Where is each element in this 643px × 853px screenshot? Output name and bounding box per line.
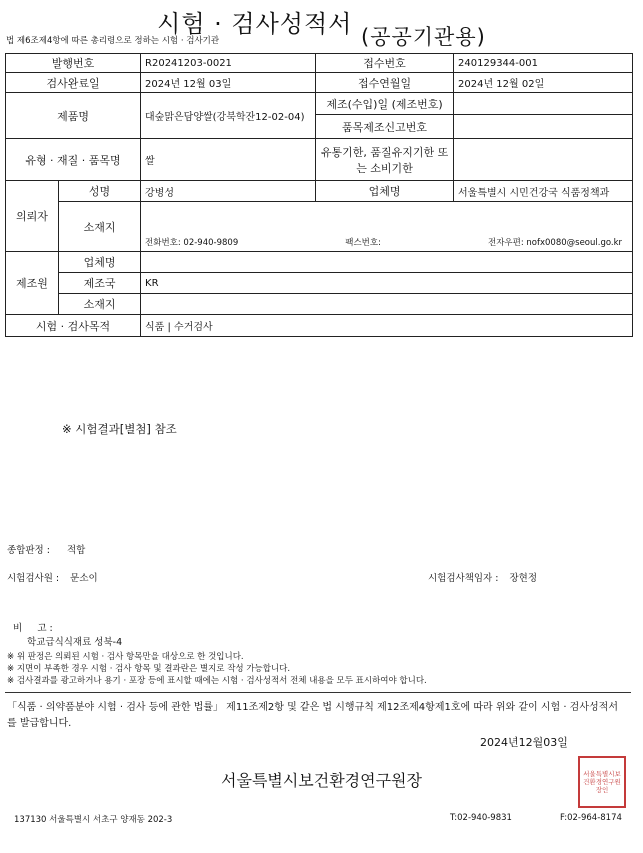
mfr-company-value	[141, 252, 633, 273]
title-text: 시험 · 검사성적서	[157, 10, 353, 38]
mfr-country-value: KR	[141, 273, 633, 294]
issue-no-label: 발행번호	[6, 54, 141, 73]
remarks-value: 학교급식식재료 성북-4	[27, 637, 123, 648]
type-value: 쌀	[141, 139, 316, 181]
receipt-date-label: 접수연월일	[316, 73, 454, 93]
mfg-date-label: 제조(수입)일 (제조번호)	[316, 93, 454, 115]
contact-line	[145, 236, 628, 248]
footer-fax: F:02-964-8174	[560, 813, 622, 823]
manager-label: 시험검사책임자 :	[428, 573, 499, 584]
issuance-statement: 「식품 · 의약품분야 시험 · 검사 등에 관한 법률」 제11조제2항 및 같은 법 시행규칙 제12조제4항제1호에 따라 위와 같이 시험 · 검사성적서를 발급합니다.	[7, 702, 618, 729]
requester-name-label: 성명	[59, 181, 141, 202]
judgment-label: 종합판정 :	[7, 545, 50, 556]
law-line: 법 제6조제4항에 따른 총리령으로 정하는 시험 · 검사기관	[6, 36, 220, 46]
report-no-label: 품목제조신고번호	[316, 115, 454, 139]
mfr-country-label: 제조국	[59, 273, 141, 294]
footer-tel: T:02-940-9831	[450, 813, 512, 823]
mfr-address-label: 소재지	[59, 294, 141, 315]
completion-label: 검사완료일	[6, 73, 141, 93]
note-2: ※ 지면이 부족한 경우 시험 · 검사 항목 및 결과란은 별지로 작성 가능합니다.	[7, 664, 291, 674]
footer-address: 137130 서울특별시 서초구 양재동 202-3	[14, 815, 173, 825]
receipt-date-value: 2024년 12월 02일	[454, 73, 633, 93]
remarks-line	[7, 609, 122, 648]
receipt-no-value: 240129344-001	[454, 54, 633, 73]
report-no-value	[454, 115, 633, 139]
result-reference: ※ 시험결과[별첨] 참조	[62, 422, 177, 436]
purpose-value: 식품 | 수거검사	[141, 315, 633, 337]
mfr-company-label: 업체명	[59, 252, 141, 273]
manager-value: 장현정	[509, 573, 538, 584]
remarks-label: 비 고 :	[13, 623, 53, 634]
product-label: 제품명	[6, 93, 141, 139]
requester-company-value: 서울특별시 시민건강국 식품정책과	[454, 181, 633, 202]
email-text: 전자우편: nofx0080@seoul.go.kr	[487, 238, 623, 248]
expiry-value	[454, 139, 633, 181]
inspector-label: 시험검사원 :	[7, 573, 60, 584]
inspection-form-table	[5, 53, 633, 337]
phone-text: 전화번호: 02-940-9809	[145, 238, 239, 248]
requester-label: 의뢰자	[6, 181, 59, 252]
expiry-label: 유통기한, 품질유지기한 또는 소비기한	[316, 139, 454, 181]
seal-text: 서울특별시보건환경연구원장인	[583, 770, 621, 794]
note-1: ※ 위 판정은 의뢰된 시험 · 검사 항목만을 대상으로 한 것입니다.	[7, 652, 244, 662]
issue-date: 2024년12월03일	[480, 736, 568, 749]
title-subtitle: (공공기관용)	[361, 25, 486, 49]
divider	[5, 692, 631, 693]
product-value: 대숲맑은담양쌀(강북학잔12-02-04)	[141, 93, 316, 139]
organization-name: 서울특별시보건환경연구원장	[221, 771, 422, 790]
official-seal	[578, 756, 626, 808]
requester-address-label: 소재지	[59, 202, 141, 252]
requester-address-cell	[141, 202, 633, 252]
requester-company-label: 업체명	[316, 181, 454, 202]
purpose-label: 시험 · 검사목적	[6, 315, 141, 337]
issue-no-value: R20241203-0021	[141, 54, 316, 73]
manufacturer-label: 제조원	[6, 252, 59, 315]
note-3: ※ 검사결과를 광고하거나 용기 · 포장 등에 표시할 때에는 시험 · 검사성적서 전체 내용을 모두 표시하여야 합니다.	[7, 676, 427, 686]
judgment-line	[7, 542, 85, 556]
mfr-address-value	[141, 294, 633, 315]
judgment-value: 적합	[66, 545, 86, 556]
inspector-value: 문소이	[70, 573, 98, 584]
type-label: 유형 · 재질 · 품목명	[6, 139, 141, 181]
mfg-date-value	[454, 93, 633, 115]
receipt-no-label: 접수번호	[316, 54, 454, 73]
manager-line	[428, 570, 537, 584]
inspector-line	[7, 570, 98, 584]
requester-name-value: 강병성	[141, 181, 316, 202]
completion-value: 2024년 12월 03일	[141, 73, 316, 93]
fax-text: 팩스번호:	[345, 238, 381, 248]
